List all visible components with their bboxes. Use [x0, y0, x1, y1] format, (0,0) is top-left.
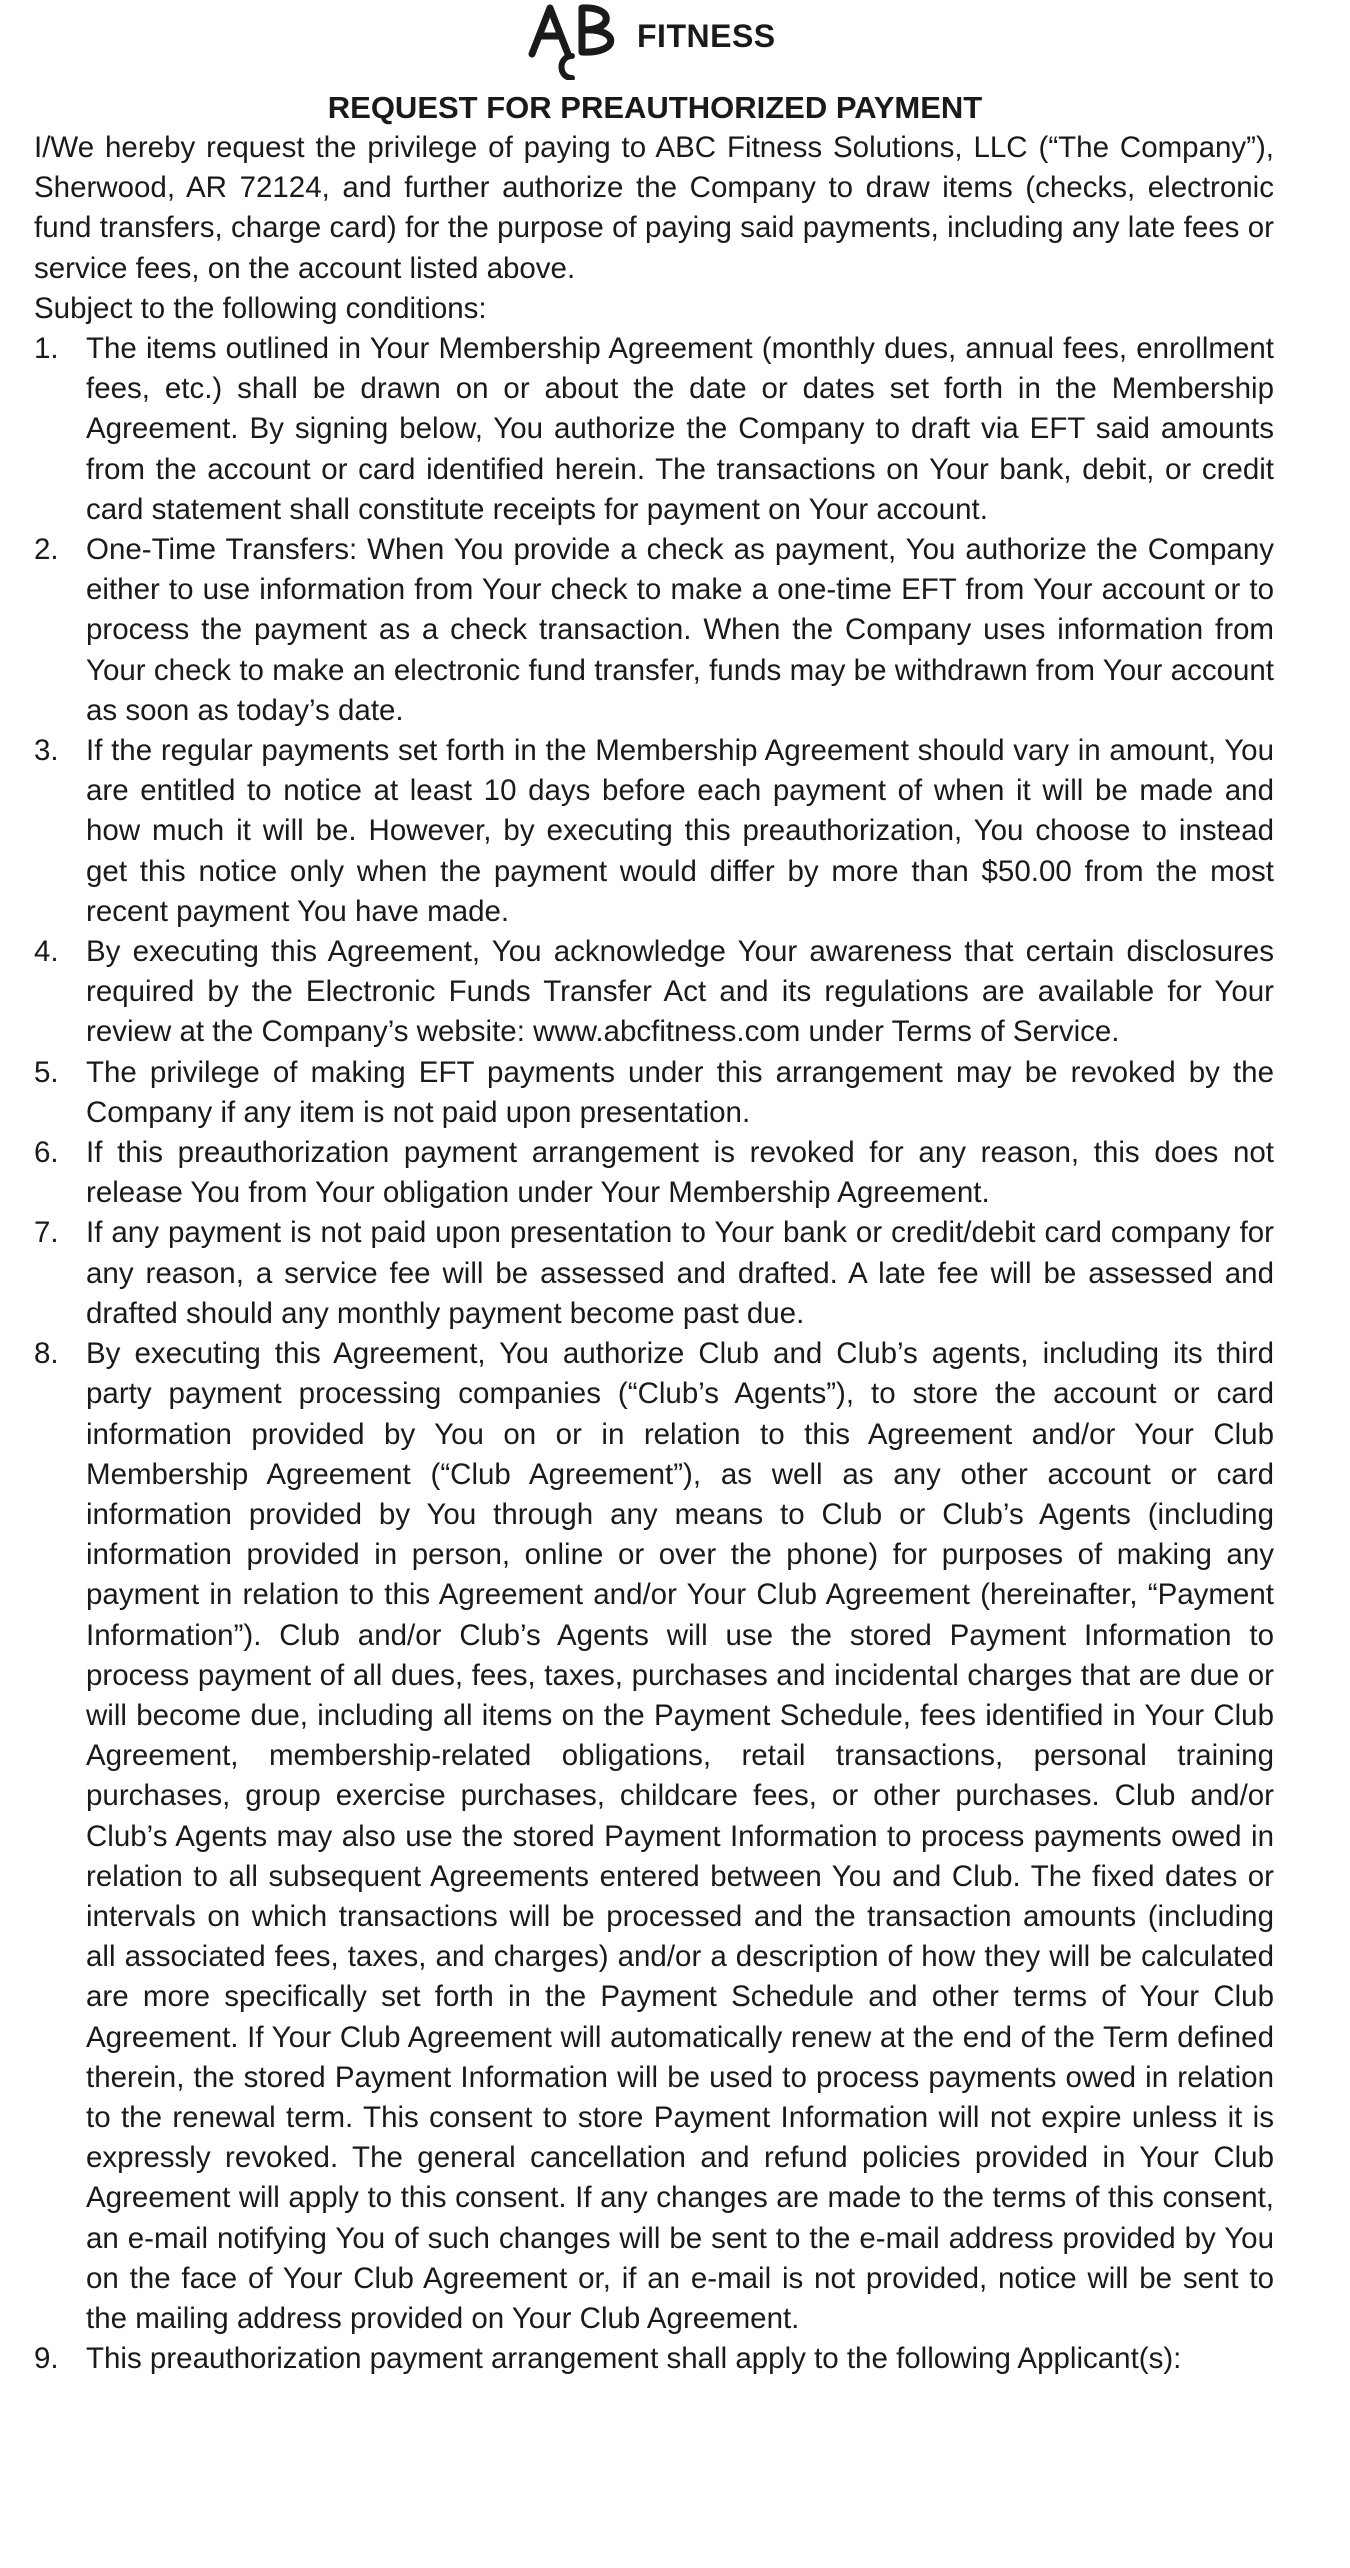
condition-number: 8.	[34, 1337, 59, 1371]
condition-text: The privilege of making EFT payments under this arrangement may be revoked by the Company if any item is not paid upon presentation.	[86, 1055, 1274, 1129]
condition-item	[34, 2339, 1274, 2379]
condition-text: By executing this Agreement, You acknowledge Your awareness that certain disclosures required by the Electronic Funds Transfer Act and its regulations are available for Your review at the Company’s website: www.abcfitness.com under Terms of Service.	[86, 935, 1274, 1049]
condition-item	[34, 1334, 1274, 2339]
intro-paragraph: I/We hereby request the privilege of paying to ABC Fitness Solutions, LLC (“The Company”), Sherwood, AR 72124, and further authorize the Company to draw items (checks, electronic fund transfers, charge card) for the purpose of paying said payments, including any late fees or service fees, on the account listed above.	[34, 131, 1274, 285]
condition-text: The items outlined in Your Membership Agreement (monthly dues, annual fees, enrollment fees, etc.) shall be drawn on or about the date or dates set forth in the Membership Agreement. By signing below, You authorize the Company to draft via EFT said amounts from the account or card identified herein. The transactions on Your bank, debit, or credit card statement shall constitute receipts for payment on Your account.	[86, 332, 1274, 526]
condition-item	[34, 731, 1274, 932]
condition-item	[34, 329, 1274, 530]
condition-text: If this preauthorization payment arrangement is revoked for any reason, this does not release You from Your obligation under Your Membership Agreement.	[86, 1136, 1274, 1210]
condition-item	[34, 932, 1274, 1053]
logo-brand-text: FITNESS	[637, 18, 776, 54]
condition-number: 2.	[34, 533, 59, 567]
condition-item	[34, 1053, 1274, 1133]
condition-text: If the regular payments set forth in the Membership Agreement should vary in amount, You are entitled to notice at least 10 days before each payment of when it will be made and how much it will be. However, by executing this preauthorization, You choose to instead get this notice only when the payment would differ by more than $50.00 from the most recent payment You have made.	[86, 734, 1274, 928]
condition-text: By executing this Agreement, You authorize Club and Club’s agents, including its third party payment processing companies (“Club’s Agents”), to store the account or card information provided by You on or in relation to this Agreement and/or Your Club Membership Agreement (“Club Agreement”), as well as any other account or card information provided by You through any means to Club or Club’s Agents (including information provided in person, online or over the phone) for purposes of making any payment in relation to this Agreement and/or Your Club Agreement (hereinafter, “Payment Information”). Club and/or Club’s Agents will use the stored Payment Information to process payment of all dues, fees, taxes, purchases and incidental charges that are due or will become due, including all items on the Payment Schedule, fees identified in Your Club Agreement, membership-related obligations, retail transactions, personal training purchases, group exercise purchases, childcare fees, or other purchases. Club and/or Club’s Agents may also use the stored Payment Information to process payments owed in relation to all subsequent Agreements entered between You and Club. The fixed dates or intervals on which transactions will be processed and the transaction amounts (including all associated fees, taxes, and charges) and/or a description of how they will be calculated are more specifically set forth in the Payment Schedule and other terms of Your Club Agreement. If Your Club Agreement will automatically renew at the end of the Term defined therein, the stored Payment Information will be used to process payments owed in relation to the renewal term. This consent to store Payment Information will not expire unless it is expressly revoked. The general cancellation and refund policies provided in Your Club Agreement will apply to this consent. If any changes are made to the terms of this consent, an e-mail notifying You of such changes will be sent to the e-mail address provided by You on the face of Your Club Agreement or, if an e-mail is not provided, notice will be sent to the mailing address provided on Your Club Agreement.	[86, 1337, 1274, 2335]
condition-number: 5.	[34, 1055, 59, 1089]
condition-item	[34, 1213, 1274, 1334]
condition-number: 4.	[34, 935, 59, 969]
condition-item	[34, 530, 1274, 731]
condition-text: If any payment is not paid upon presentation to Your bank or credit/debit card company for any reason, a service fee will be assessed and drafted. A late fee will be assessed and drafted should any monthly payment become past due.	[86, 1216, 1274, 1330]
conditions-lead: Subject to the following conditions:	[34, 291, 487, 325]
logo	[0, 0, 1350, 80]
condition-item	[34, 1133, 1274, 1213]
document-title: REQUEST FOR PREAUTHORIZED PAYMENT	[327, 90, 983, 125]
condition-text: This preauthorization payment arrangement shall apply to the following Applicant(s):	[86, 2342, 1182, 2376]
abc-logo-mark	[528, 0, 632, 80]
conditions-list	[34, 329, 1274, 2379]
condition-number: 9.	[34, 2342, 59, 2376]
condition-number: 1.	[34, 332, 59, 366]
condition-number: 6.	[34, 1136, 59, 1170]
document-body	[34, 128, 1274, 2379]
condition-text: One-Time Transfers: When You provide a check as payment, You authorize the Company either to use information from Your check to make a one-time EFT from Your account or to process the payment as a check transaction. When the Company uses information from Your check to make an electronic fund transfer, funds may be withdrawn from Your account as soon as today’s date.	[86, 533, 1274, 727]
condition-number: 7.	[34, 1216, 59, 1250]
condition-number: 3.	[34, 734, 59, 768]
